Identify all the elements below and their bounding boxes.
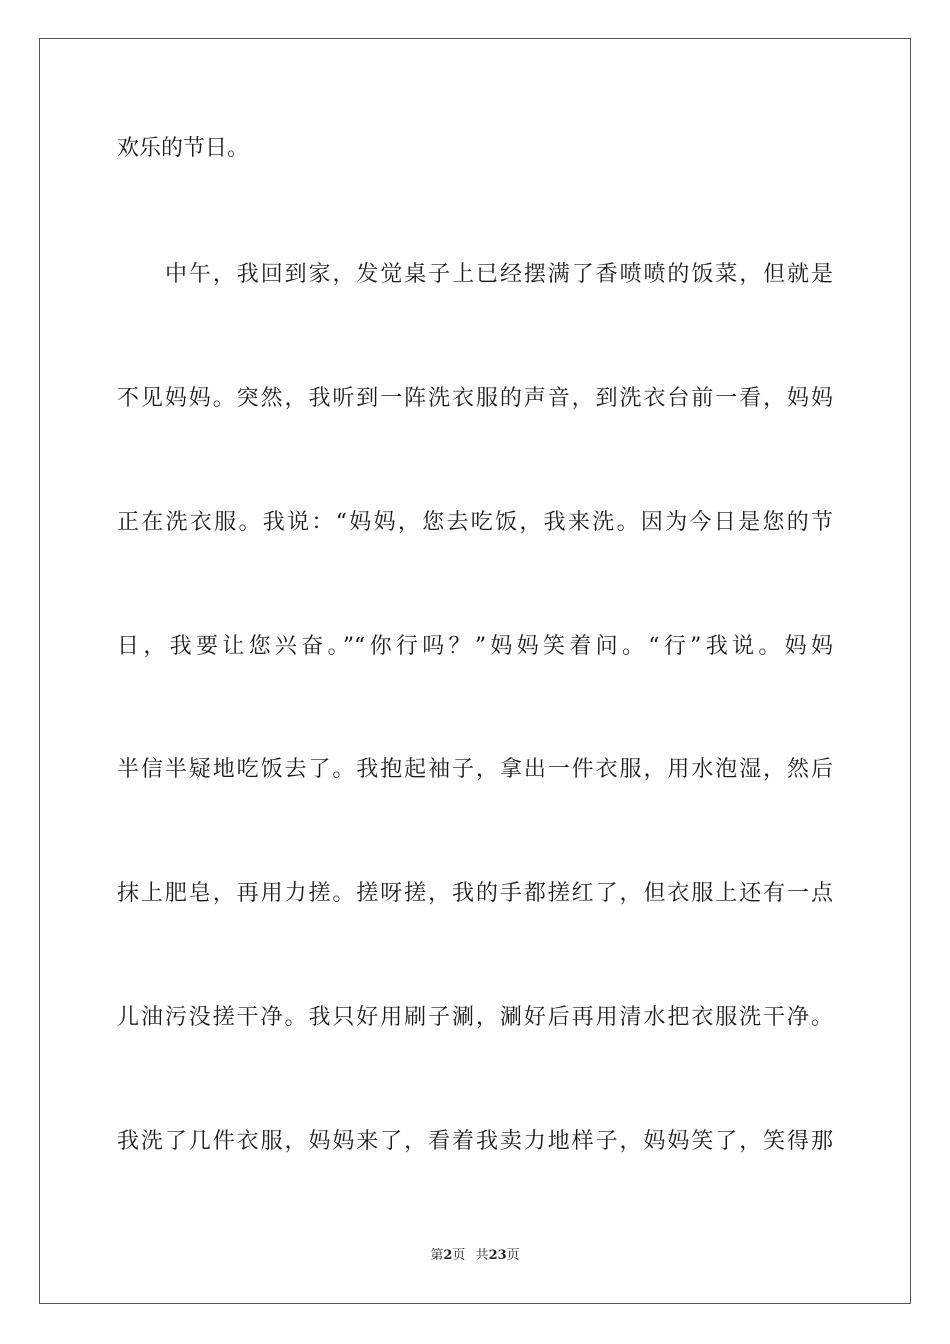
text-line-9: 我洗了几件衣服，妈妈来了，看着我卖力地样子，妈妈笑了，笑得那 — [117, 1129, 833, 1154]
text-line-4: 正在洗衣服。我说：“妈妈，您去吃饭，我来洗。因为今日是您的节 — [117, 510, 833, 535]
text-line-6: 半信半疑地吃饭去了。我抱起袖子，拿出一件衣服，用水泡湿，然后 — [117, 757, 833, 782]
page-number: 2 — [443, 1248, 453, 1263]
page-frame — [39, 38, 911, 1304]
total-pages-indicator: 共23页 — [475, 1248, 520, 1263]
text-line-1: 欢乐的节日。 — [117, 136, 250, 161]
text-line-3: 不见妈妈。突然，我听到一阵洗衣服的声音，到洗衣台前一看，妈妈 — [117, 386, 833, 411]
text-line-2: 中午，我回到家，发觉桌子上已经摆满了香喷喷的饭菜，但就是 — [165, 262, 833, 287]
page-indicator: 第2页 — [430, 1248, 466, 1263]
text-line-7: 抹上肥皂，再用力搓。搓呀搓，我的手都搓红了，但衣服上还有一点 — [117, 881, 833, 906]
text-line-5: 日，我要让您兴奋。”“你行吗？”妈妈笑着问。“行”我说。妈妈 — [117, 634, 833, 659]
text-line-8: 儿油污没搓干净。我只好用刷子涮，涮好后再用清水把衣服洗干净。 — [117, 1005, 833, 1030]
total-pages: 23 — [488, 1248, 507, 1263]
page-footer — [0, 1247, 950, 1265]
